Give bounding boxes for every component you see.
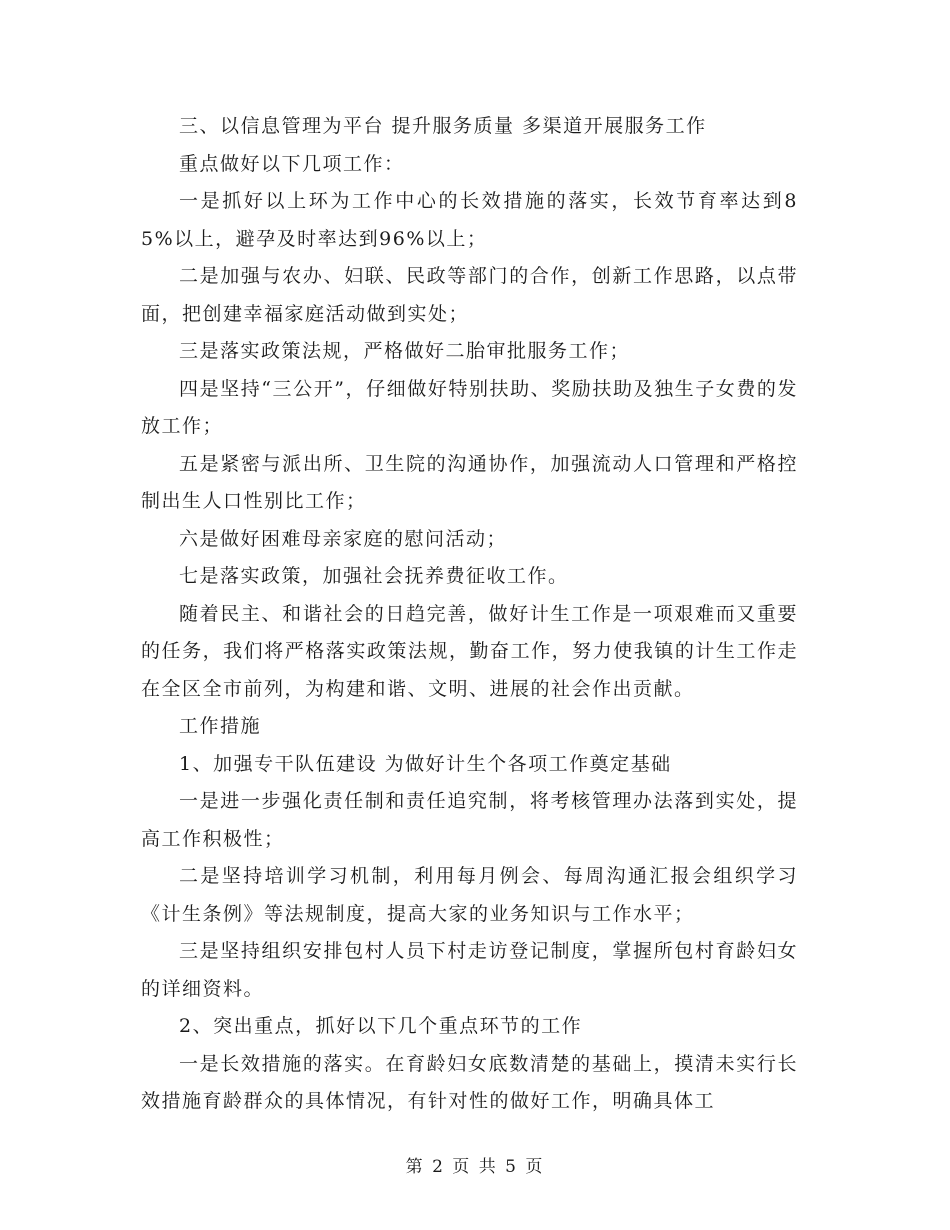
paragraph-section-three-heading: 三、以信息管理为平台 提升服务质量 多渠道开展服务工作 xyxy=(179,115,707,137)
paragraph-measure-one-item-three: 三是坚持组织安排包村人员下村走访登记制度，掌握所包村育龄妇女的详细资料。 xyxy=(141,940,798,1000)
paragraph-task-five: 五是紧密与派出所、卫生院的沟通协作，加强流动人口管理和严格控制出生人口性别比工作； xyxy=(141,452,798,512)
paragraph-task-one: 一是抓好以上环为工作中心的长效措施的落实，长效节育率达到85%以上，避孕及时率达到96%以上； xyxy=(141,190,798,250)
paragraph-task-two: 二是加强与农办、妇联、民政等部门的合作，创新工作思路，以点带面，把创建幸福家庭活动做到实处； xyxy=(141,265,798,325)
paragraph-task-three: 三是落实政策法规，严格做好二胎审批服务工作； xyxy=(179,340,631,362)
page-footer xyxy=(0,1152,950,1177)
paragraph-summary: 随着民主、和谐社会的日趋完善，做好计生工作是一项艰难而又重要的任务，我们将严格落实政策法规，勤奋工作，努力使我镇的计生工作走在全区全市前列，为构建和谐、文明、进展的社会作出贡献。 xyxy=(141,602,798,700)
paragraph-task-seven: 七是落实政策，加强社会抚养费征收工作。 xyxy=(179,565,569,587)
paragraph-measure-one-item-one: 一是进一步强化责任制和责任追究制，将考核管理办法落到实处，提高工作积极性； xyxy=(141,790,798,850)
paragraph-measure-one-heading: 1、加强专干队伍建设 为做好计生个各项工作奠定基础 xyxy=(179,752,672,775)
paragraph-key-tasks-intro: 重点做好以下几项工作： xyxy=(179,152,405,175)
document-body xyxy=(141,108,798,1121)
paragraph-task-four: 四是坚持“三公开”，仔细做好特别扶助、奖励扶助及独生子女费的发放工作； xyxy=(141,377,798,437)
paragraph-measures-heading: 工作措施 xyxy=(179,715,262,737)
paragraph-measure-two-heading: 2、突出重点，抓好以下几个重点环节的工作 xyxy=(179,1015,583,1037)
paragraph-task-six: 六是做好困难母亲家庭的慰问活动； xyxy=(179,527,508,550)
page-number-label: 第 2 页 共 5 页 xyxy=(405,1157,545,1177)
paragraph-measure-one-item-two: 二是坚持培训学习机制，利用每月例会、每周沟通汇报会组织学习《计生条例》等法规制度，提高大家的业务知识与工作水平； xyxy=(141,865,798,925)
paragraph-measure-two-item-one: 一是长效措施的落实。在育龄妇女底数清楚的基础上，摸清未实行长效措施育龄群众的具体情况，有针对性的做好工作，明确具体工 xyxy=(141,1052,798,1112)
